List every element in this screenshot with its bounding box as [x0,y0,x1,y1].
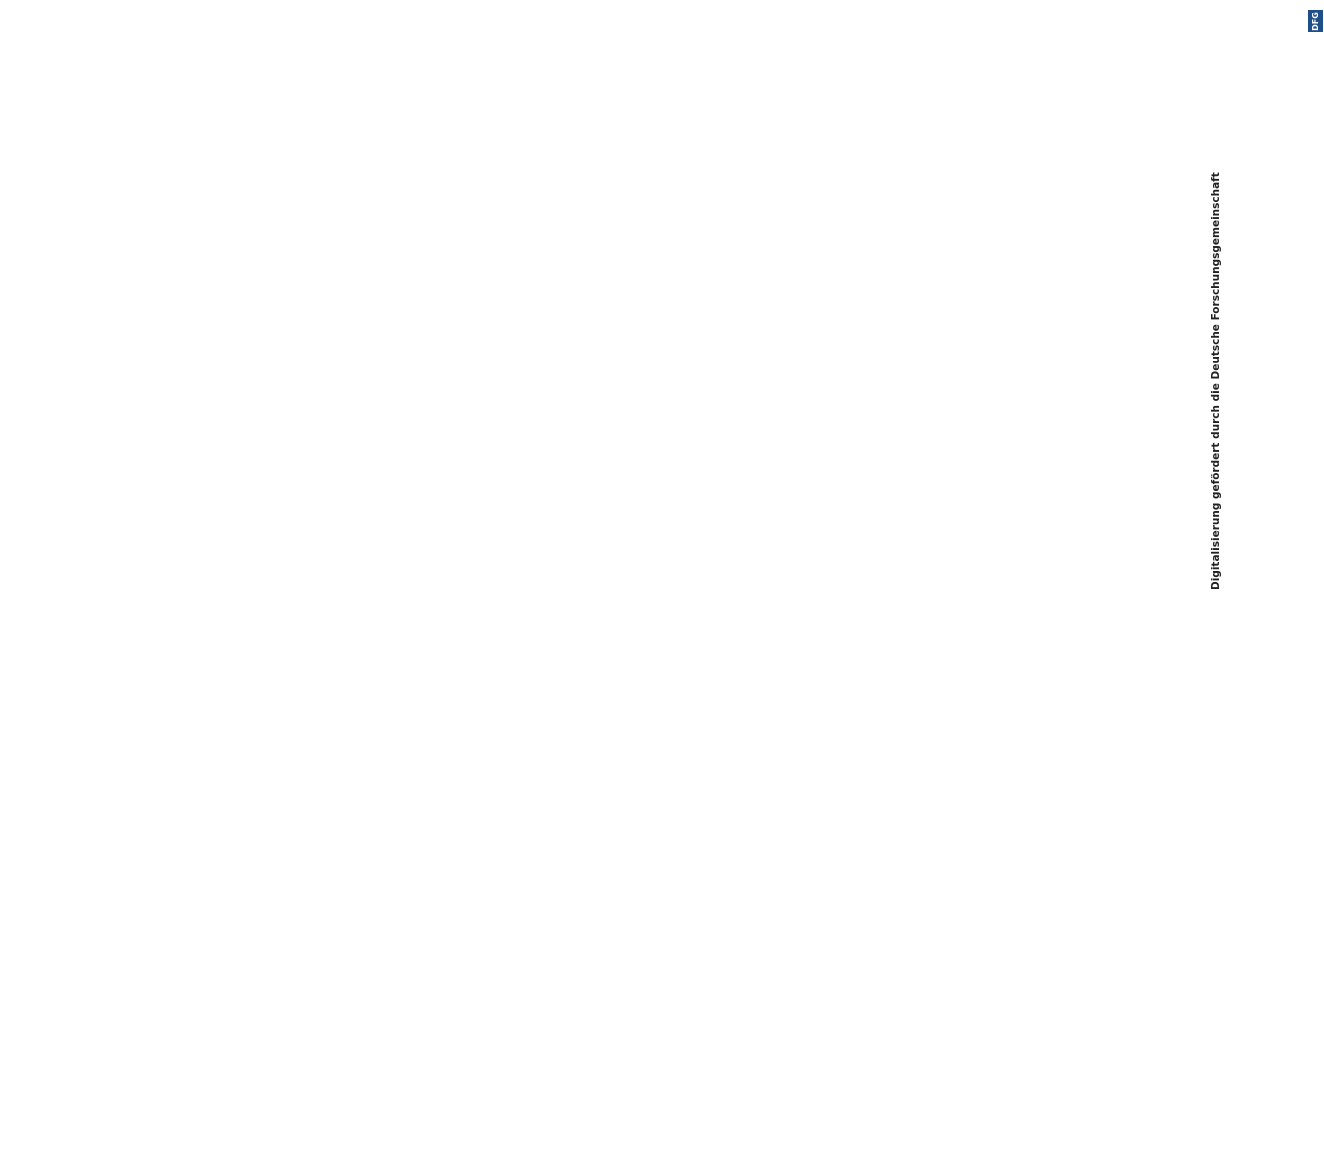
sponsor-credit: Digitalisierung gefördert durch die Deutsche Forschungsgemeinschaft [1210,172,1222,590]
dfg-logo: DFG [1308,10,1323,32]
scanned-page [0,162,324,1162]
